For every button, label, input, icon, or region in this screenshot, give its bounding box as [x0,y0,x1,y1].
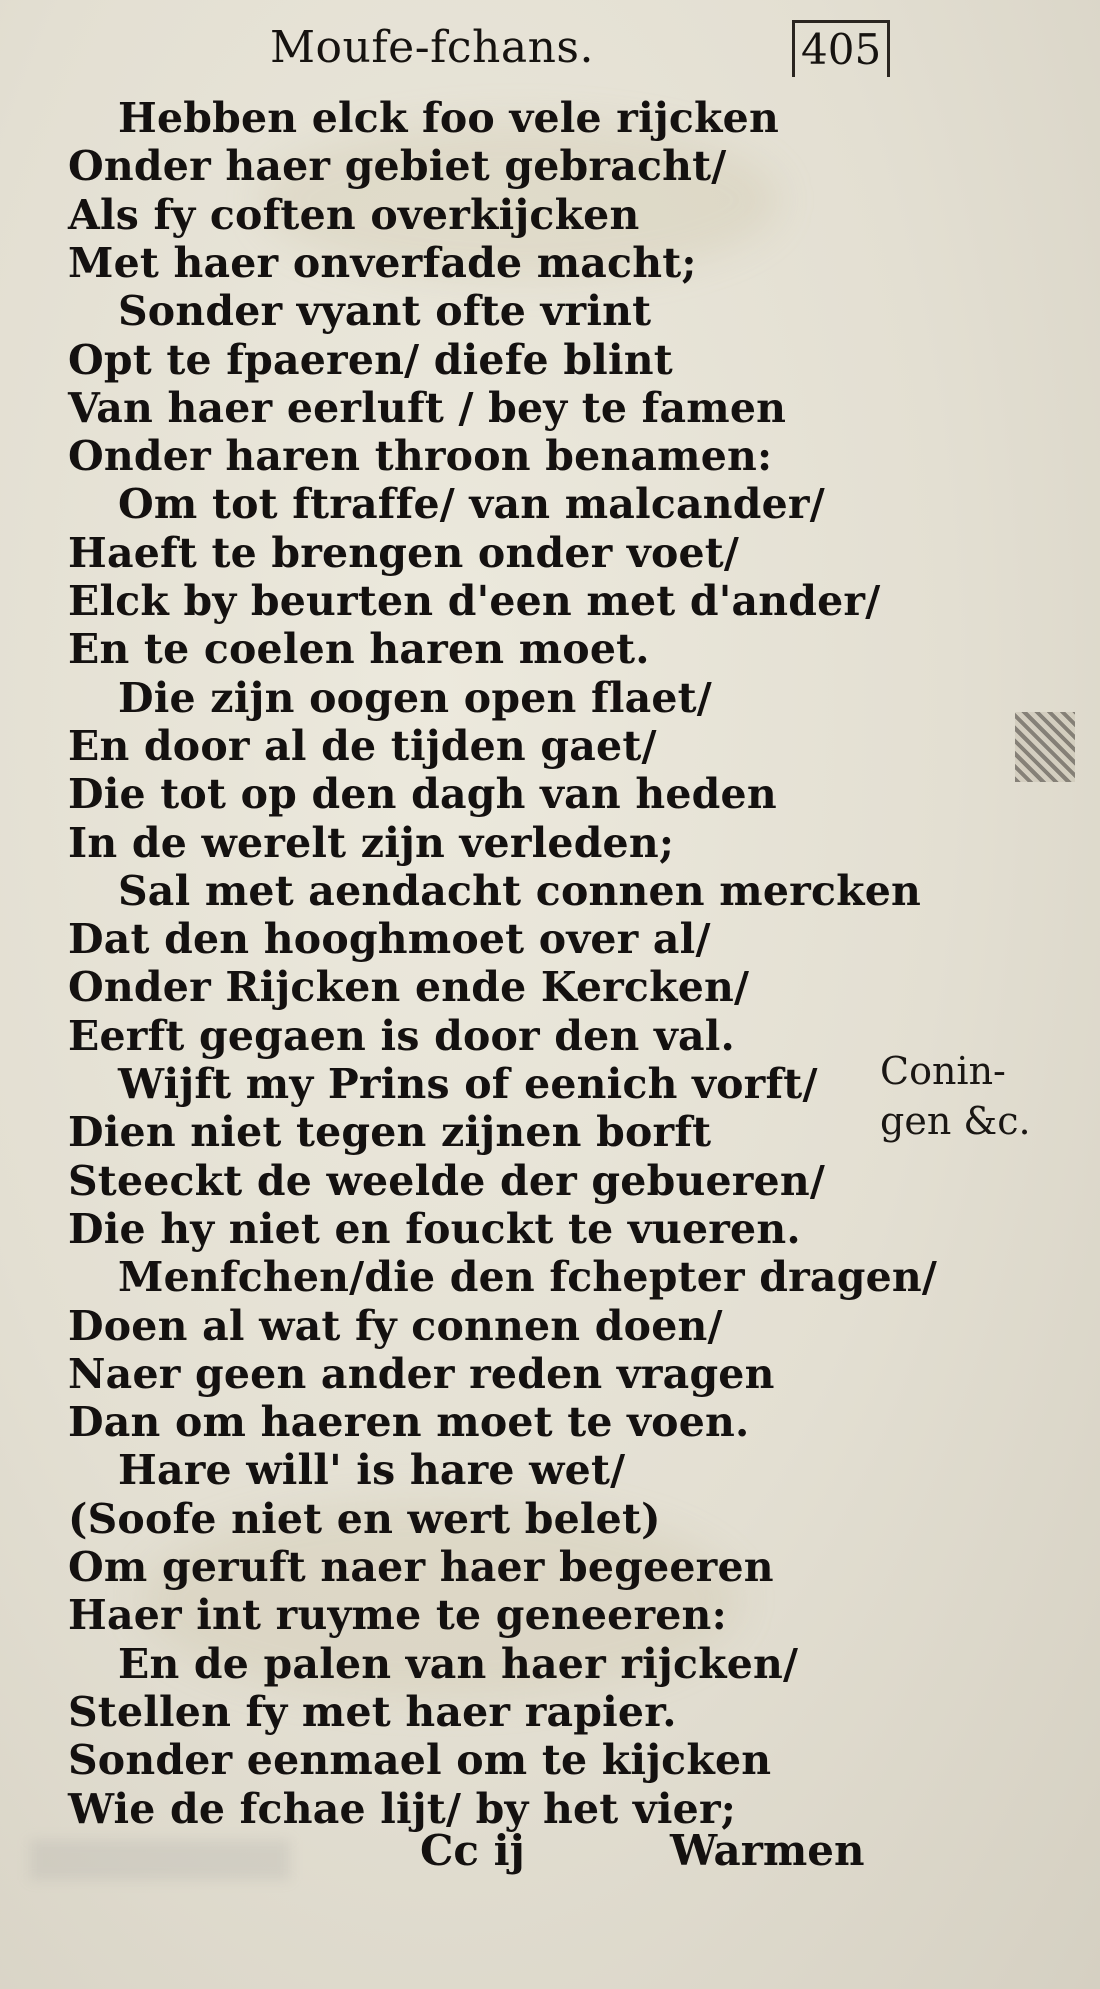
verse-line: Naer geen ander reden vragen [68,1349,775,1398]
verse-line: Elck by beurten d'een met d'ander/ [68,577,881,625]
verse-line: En te coelen haren moet. [68,625,650,674]
page-header [0,18,1100,88]
verse-line: Eerft gegaen is door den val. [68,1011,735,1060]
verse-line: Haeft te brengen onder voet/ [68,528,740,577]
margin-note [880,1046,1090,1146]
verse-line: Onder Rijcken ende Kercken/ [68,963,750,1012]
verse-line: In de werelt zijn verleden; [68,818,675,867]
catchword: Warmen [670,1826,865,1875]
verse-line: Als fy coften overkijcken [68,190,640,239]
verse-line: Die hy niet en fouckt te vueren. [68,1204,801,1253]
verse-line: Om tot ftraffe/ van malcander/ [118,480,825,529]
margin-note-line: Conin- [880,1049,1006,1093]
margin-note-line: gen &c. [880,1099,1031,1143]
verse-line: Dan om haeren moet te voen. [68,1398,750,1447]
verse-line: Onder haer gebiet gebracht/ [68,142,727,191]
verse-line: Menfchen/die den fchepter dragen/ [118,1253,938,1302]
verse-line: Haer int ruyme te geneeren: [68,1591,727,1640]
verse-line: Onder haren throon benamen: [68,432,773,481]
verse-line: Doen al wat fy connen doen/ [68,1301,723,1350]
verse-line: Hebben elck foo vele rijcken [118,94,779,142]
verse-line: Sal met aendacht connen mercken [118,866,922,915]
verse-line: Opt te fpaeren/ diefe blint [68,335,673,384]
verse-line: Dien niet tegen zijnen borft [68,1108,712,1157]
page-number: 405 [792,20,890,77]
ink-smudge [1015,712,1075,782]
verse-line: Sonder eenmael om te kijcken [68,1736,772,1785]
running-title: Moufe-fchans. [270,22,594,73]
verse-line: En door al de tijden gaet/ [68,721,657,770]
verse-line: En de palen van haer rijcken/ [118,1639,799,1688]
verse-line: Van haer eerluft / bey te famen [68,383,787,432]
verse-line: Die tot op den dagh van heden [68,770,777,819]
ink-bleed-through [30,1840,290,1880]
verse-line: Stellen fy met haer rapier. [68,1687,677,1736]
verse-line: Dat den hooghmoet over al/ [68,915,711,964]
verse-line: Wie de fchae lijt/ by het vier; [68,1784,737,1833]
verse-line: Wijft my Prins of eenich vorft/ [118,1060,818,1108]
verse-line: (Soofe niet en wert belet) [68,1494,661,1543]
verse-line: Die zijn oogen open flaet/ [118,673,712,722]
verse-line: Om geruft naer haer begeeren [68,1543,774,1591]
verse-line: Met haer onverfade macht; [68,238,697,287]
signature-mark: Cc ij [420,1826,525,1875]
verse-line: Steeckt de weelde der gebueren/ [68,1156,826,1205]
verse-line: Hare will' is hare wet/ [118,1446,626,1495]
verse-line: Sonder vyant ofte vrint [118,287,652,336]
